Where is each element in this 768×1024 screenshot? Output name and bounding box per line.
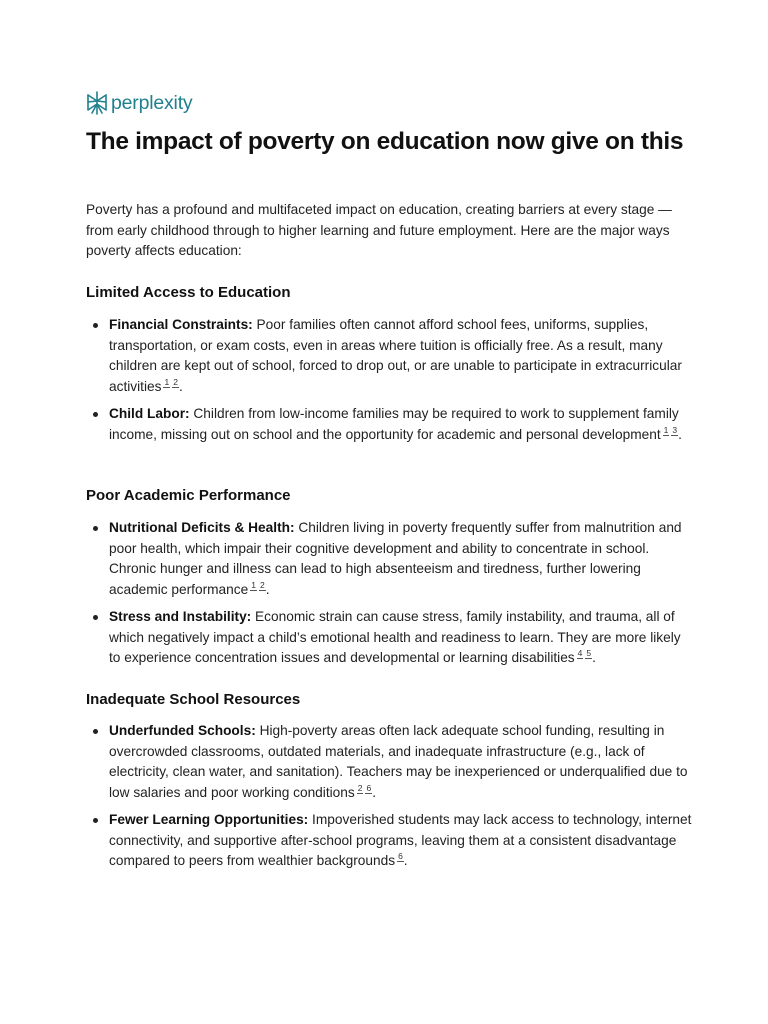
item-term: Stress and Instability: [109, 609, 252, 624]
item-term: Underfunded Schools: [109, 723, 256, 738]
bullet-list [109, 315, 692, 452]
citation-link[interactable]: 2 [357, 782, 363, 793]
item-text: Children from low-income families may be required to work to supplement family income, missing out on school and the opportunity for academic and personal development [109, 406, 679, 442]
citation-link[interactable]: 6 [398, 851, 403, 861]
item-term: Child Labor: [109, 406, 190, 421]
section-heading: Limited Access to Education [86, 284, 291, 301]
citation-link[interactable]: 2 [259, 579, 265, 590]
citation-link[interactable]: 4 [577, 648, 583, 658]
item-term: Fewer Learning Opportunities: [109, 812, 309, 827]
intro-paragraph: Poverty has a profound and multifaceted impact on education, creating barriers at every stage —from early childhood through to higher learning and future employment. Here are the major ways poverty affects education: [86, 202, 672, 258]
brand-logo[interactable] [86, 90, 192, 116]
item-text: Poor families often cannot afford school fees, uniforms, supplies, transportation, or exam costs, even in areas where tuition is officially free. As a result, many children are kept out of school, forced to drop out, or are unable to participate in extracurricular activities [109, 317, 682, 394]
list-item: Child Labor: Children from low-income families may be required to work to supplement family income, missing out on school and the opportunity for academic and personal development 1 3. [109, 404, 692, 445]
citation-link[interactable]: 1 [663, 424, 669, 435]
list-item: Fewer Learning Opportunities: Impoverished students may lack access to technology, internet connectivity, and supportive after-school programs, leaving them at a consistent disadvantage compared to peers from wealthier backgrounds 6. [109, 810, 692, 872]
citation-link[interactable]: 1 [251, 579, 256, 590]
list-item: Stress and Instability: Economic strain can cause stress, family instability, and trauma, all of which negatively impact a child’s emotional health and readiness to learn. They are more likely to experience concentration issues and developmental or learning disabilities 4 5. [109, 607, 692, 669]
bullet-list [109, 721, 692, 879]
item-term: Financial Constraints: [109, 317, 253, 332]
citation-link[interactable]: 3 [672, 424, 678, 435]
item-text: Children living in poverty frequently suffer from malnutrition and poor health, which impair their cognitive development and ability to concentrate in school. Chronic hunger and illness can lead to high absenteeism and tiredness, further lowering academic performance [109, 520, 682, 597]
item-text: High-poverty areas often lack adequate school funding, resulting in overcrowded classrooms, outdated materials, and inadequate infrastructure (e.g., lack of electricity, clean water, and sanitation). Teachers may be inexperienced or underqualified due to low salaries and poor working conditions [109, 723, 688, 800]
item-text: Economic strain can cause stress, family instability, and trauma, all of which negatively impact a child’s emotional health and readiness to learn. They are more likely to experience concentration issues and developmental or learning disabilities [109, 609, 681, 665]
list-item: Financial Constraints: Poor families often cannot afford school fees, uniforms, supplies, transportation, or exam costs, even in areas where tuition is officially free. As a result, many children are kept out of school, forced to drop out, or are unable to participate in extracurricular activities 1 2. [109, 315, 692, 397]
brand-name: perplexity [111, 92, 193, 114]
list-item: Underfunded Schools: High-poverty areas often lack adequate school funding, resulting in overcrowded classrooms, outdated materials, and inadequate infrastructure (e.g., lack of electricity, clean water, and sanitation). Teachers may be inexperienced or underqualified due to low salaries and poor working conditions 2 6. [109, 721, 692, 803]
item-term: Nutritional Deficits & Health: [109, 520, 295, 535]
citation-link[interactable]: 1 [164, 376, 170, 387]
citation-link[interactable]: 5 [586, 648, 592, 658]
list-item: Nutritional Deficits & Health: Children living in poverty frequently suffer from malnutrition and poor health, which impair their cognitive development and ability to concentrate in school. Chronic hunger and illness can lead to high absenteeism and tiredness, further lowering academic performance 1 2. [109, 518, 692, 600]
citation-link[interactable]: 2 [173, 376, 178, 387]
item-text: Impoverished students may lack access to technology, internet connectivity, and supportive after-school programs, leaving them at a consistent disadvantage compared to peers from wealthier backgrounds [109, 812, 692, 868]
section-heading: Poor Academic Performance [86, 487, 291, 504]
page-title: The impact of poverty on education now give on this [86, 128, 684, 155]
perplexity-logo-icon [86, 91, 108, 115]
section-heading: Inadequate School Resources [86, 691, 301, 708]
bullet-list [109, 518, 692, 676]
citation-link[interactable]: 6 [366, 782, 372, 793]
